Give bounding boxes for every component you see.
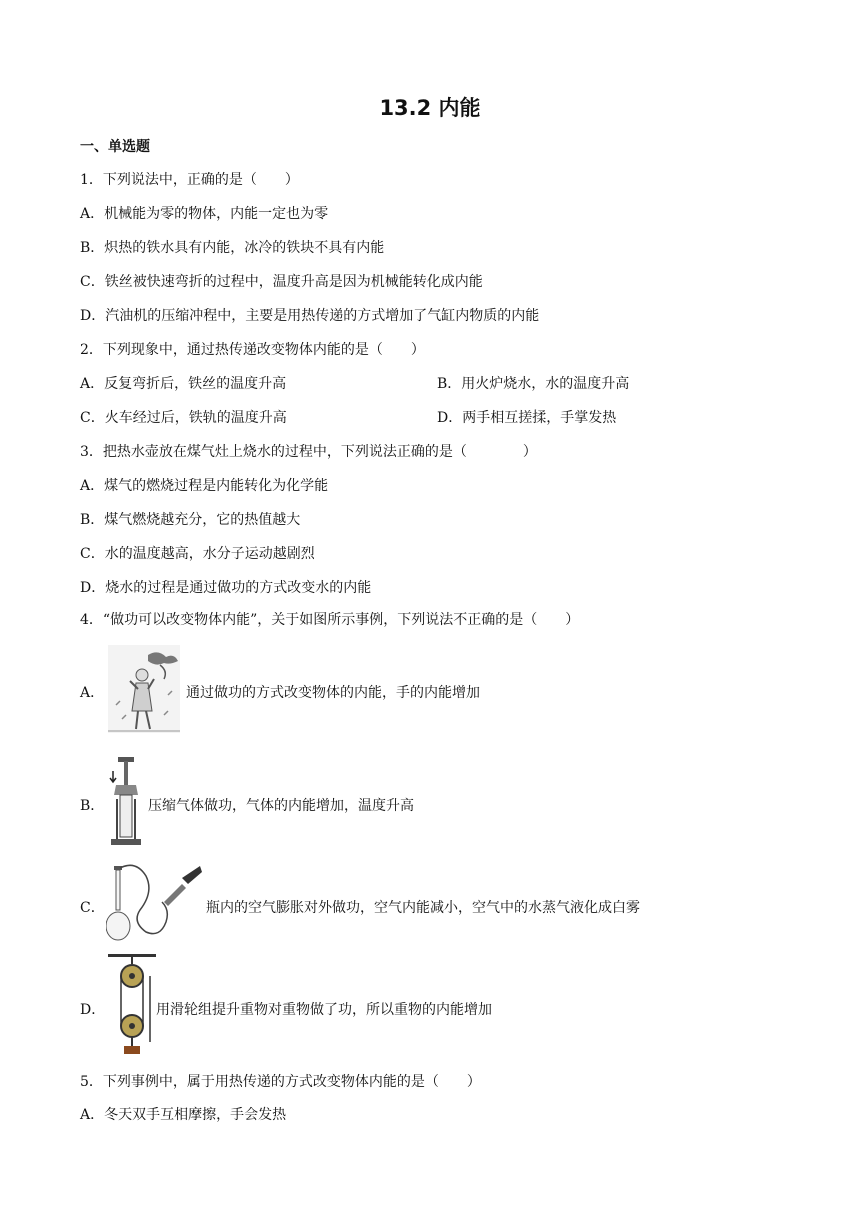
flask-pump-figure — [106, 862, 202, 946]
q4-option-c-label: C． — [80, 900, 105, 916]
q3-option-a: A．煤气的燃烧过程是内能转化为化学能 — [80, 478, 329, 494]
rubbing-hands-figure — [108, 645, 180, 733]
q5-option-a: A．冬天双手互相摩擦，手会发热 — [80, 1107, 287, 1123]
q1-stem: 1．下列说法中，正确的是（ ） — [80, 172, 299, 188]
section-heading: 一、单选题 — [80, 139, 150, 155]
page-title: 13.2 内能 — [379, 96, 481, 120]
q1-option-d: D．汽油机的压缩冲程中，主要是用热传递的方式增加了气缸内物质的内能 — [80, 308, 540, 324]
q2-option-b: B．用火炉烧水，水的温度升高 — [437, 376, 630, 392]
q4-option-a-text: 通过做功的方式改变物体的内能，手的内能增加 — [186, 685, 480, 701]
q3-option-b: B．煤气燃烧越充分，它的热值越大 — [80, 512, 301, 528]
q4-option-a-label: A． — [80, 685, 105, 701]
q4-stem: 4．“做功可以改变物体内能”，关于如图所示事例，下列说法不正确的是（ ） — [80, 612, 580, 628]
q2-option-a: A．反复弯折后，铁丝的温度升高 — [80, 376, 287, 392]
q4-option-d-text: 用滑轮组提升重物对重物做了功，所以重物的内能增加 — [156, 1002, 492, 1018]
q2-stem: 2．下列现象中，通过热传递改变物体内能的是（ ） — [80, 342, 425, 358]
q1-option-a: A．机械能为零的物体，内能一定也为零 — [80, 206, 329, 222]
q2-option-c: C．火车经过后，铁轨的温度升高 — [80, 410, 287, 426]
q4-option-c-text: 瓶内的空气膨胀对外做功，空气内能减小，空气中的水蒸气液化成白雾 — [206, 900, 640, 916]
q4-option-b-label: B． — [80, 798, 105, 814]
piston-cylinder-figure — [108, 755, 144, 851]
q4-option-b-text: 压缩气体做功，气体的内能增加，温度升高 — [148, 798, 414, 814]
pulley-system-figure — [108, 952, 156, 1056]
q1-option-c: C．铁丝被快速弯折的过程中，温度升高是因为机械能转化成内能 — [80, 274, 483, 290]
q1-option-b: B．炽热的铁水具有内能，冰冷的铁块不具有内能 — [80, 240, 385, 256]
q2-option-d: D．两手相互搓揉，手掌发热 — [437, 410, 617, 426]
q4-option-d-label: D． — [80, 1002, 106, 1018]
q5-stem: 5．下列事例中，属于用热传递的方式改变物体内能的是（ ） — [80, 1074, 481, 1090]
q3-option-d: D．烧水的过程是通过做功的方式改变水的内能 — [80, 580, 372, 596]
q3-option-c: C．水的温度越高，水分子运动越剧烈 — [80, 546, 315, 562]
q3-stem: 3．把热水壶放在煤气灶上烧水的过程中，下列说法正确的是（ ） — [80, 444, 537, 460]
